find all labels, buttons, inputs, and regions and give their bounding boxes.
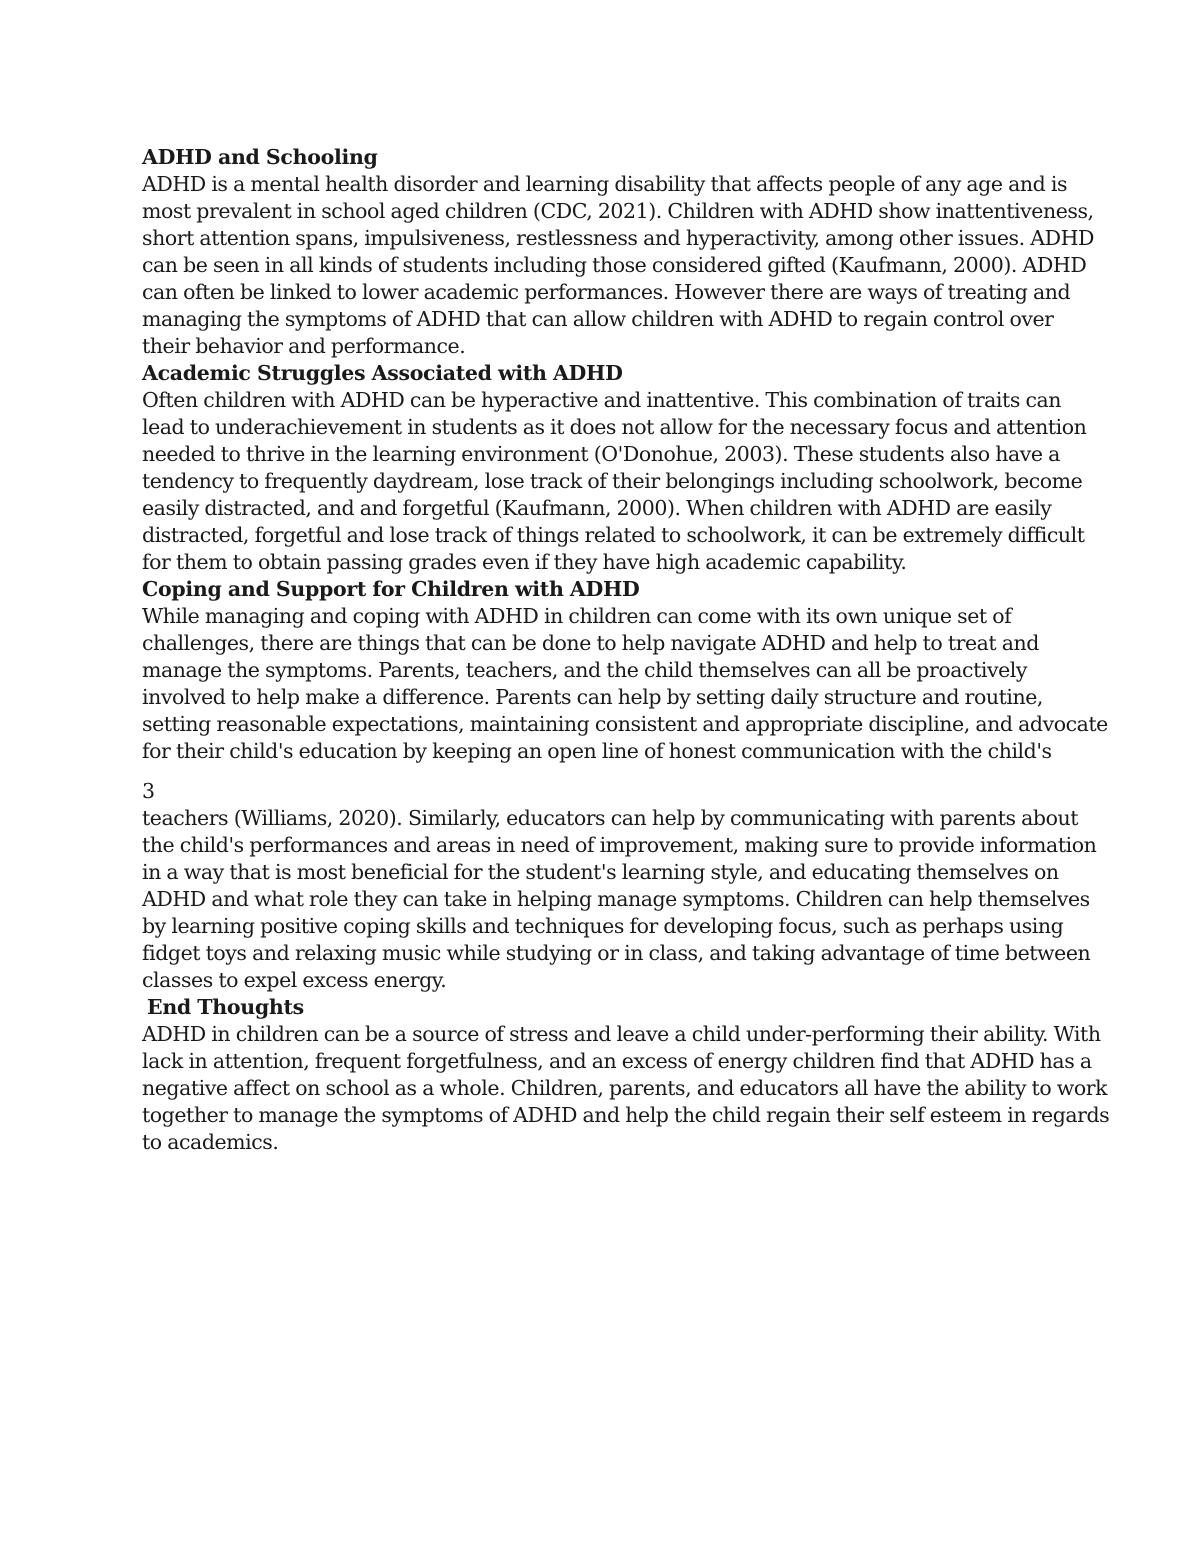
paragraph-line: involved to help make a difference. Parents can help by setting daily structure and routine, xyxy=(142,685,1043,709)
paragraph xyxy=(142,603,1108,765)
section-heading xyxy=(142,144,1067,171)
paragraph-line: the child's performances and areas in need of improvement, making sure to provide information xyxy=(142,833,1097,857)
paragraph-line: in a way that is most beneficial for the student's learning style, and educating themselves on xyxy=(142,860,1059,884)
paragraph-line: for their child's education by keeping an open line of honest communication with the child's xyxy=(142,739,1052,763)
paragraph-line: can be seen in all kinds of students including those considered gifted (Kaufmann, 2000). ADHD xyxy=(142,253,1087,277)
page-number-line: 3 xyxy=(142,779,155,803)
section-heading-line: Coping and Support for Children with ADHD xyxy=(142,577,640,601)
paragraph-line: Often children with ADHD can be hyperactive and inattentive. This combination of traits can xyxy=(142,388,1062,412)
paragraph-line: fidget toys and relaxing music while studying or in class, and taking advantage of time between xyxy=(142,941,1091,965)
paragraph-line: ADHD in children can be a source of stress and leave a child under-performing their ability. With xyxy=(142,1022,1101,1046)
section-heading-line: ADHD and Schooling xyxy=(142,145,378,169)
paragraph-line: distracted, forgetful and lose track of things related to schoolwork, it can be extremely difficult xyxy=(142,523,1085,547)
paragraph xyxy=(142,1021,1110,1156)
page-number xyxy=(142,778,1067,805)
paragraph-line: classes to expel excess energy. xyxy=(142,968,447,992)
paragraph xyxy=(142,805,1097,994)
paragraph-line: needed to thrive in the learning environment (O'Donohue, 2003). These students also have a xyxy=(142,442,1060,466)
paragraph-line: together to manage the symptoms of ADHD and help the child regain their self esteem in regards xyxy=(142,1103,1110,1127)
paragraph-line: negative affect on school as a whole. Children, parents, and educators all have the ability to work xyxy=(142,1076,1108,1100)
paragraph-line: short attention spans, impulsiveness, restlessness and hyperactivity, among other issues. ADHD xyxy=(142,226,1094,250)
paragraph-line: While managing and coping with ADHD in children can come with its own unique set of xyxy=(142,604,1012,628)
section-heading-line: Academic Struggles Associated with ADHD xyxy=(142,361,623,385)
paragraph-line: ADHD is a mental health disorder and learning disability that affects people of any age and is xyxy=(142,172,1068,196)
paragraph-line: easily distracted, and and forgetful (Kaufmann, 2000). When children with ADHD are easily xyxy=(142,496,1052,520)
paragraph-line: manage the symptoms. Parents, teachers, and the child themselves can all be proactively xyxy=(142,658,1028,682)
paragraph-line: their behavior and performance. xyxy=(142,334,466,358)
paragraph-line: setting reasonable expectations, maintaining consistent and appropriate discipline, and advocate xyxy=(142,712,1108,736)
section-heading xyxy=(142,576,1067,603)
paragraph-line: most prevalent in school aged children (CDC, 2021). Children with ADHD show inattentiveness, xyxy=(142,199,1094,223)
paragraph xyxy=(142,387,1087,576)
paragraph-line: challenges, there are things that can be done to help navigate ADHD and help to treat and xyxy=(142,631,1039,655)
section-heading-line: End Thoughts xyxy=(147,995,304,1019)
section-heading xyxy=(142,360,1067,387)
paragraph-line: to academics. xyxy=(142,1130,279,1154)
section-heading xyxy=(142,994,1067,1021)
document-page xyxy=(142,144,1110,1156)
paragraph-line: for them to obtain passing grades even if they have high academic capability. xyxy=(142,550,907,574)
paragraph-line: ADHD and what role they can take in helping manage symptoms. Children can help themselves xyxy=(142,887,1090,911)
paragraph-line: tendency to frequently daydream, lose track of their belongings including schoolwork, become xyxy=(142,469,1083,493)
paragraph-line: lead to underachievement in students as it does not allow for the necessary focus and attention xyxy=(142,415,1087,439)
paragraph-line: can often be linked to lower academic performances. However there are ways of treating and xyxy=(142,280,1071,304)
paragraph-line: teachers (Williams, 2020). Similarly, educators can help by communicating with parents about xyxy=(142,806,1079,830)
paragraph-line: managing the symptoms of ADHD that can allow children with ADHD to regain control over xyxy=(142,307,1054,331)
paragraph xyxy=(142,171,1094,360)
paragraph-line: by learning positive coping skills and techniques for developing focus, such as perhaps using xyxy=(142,914,1064,938)
paragraph-line: lack in attention, frequent forgetfulness, and an excess of energy children find that ADHD has a xyxy=(142,1049,1092,1073)
